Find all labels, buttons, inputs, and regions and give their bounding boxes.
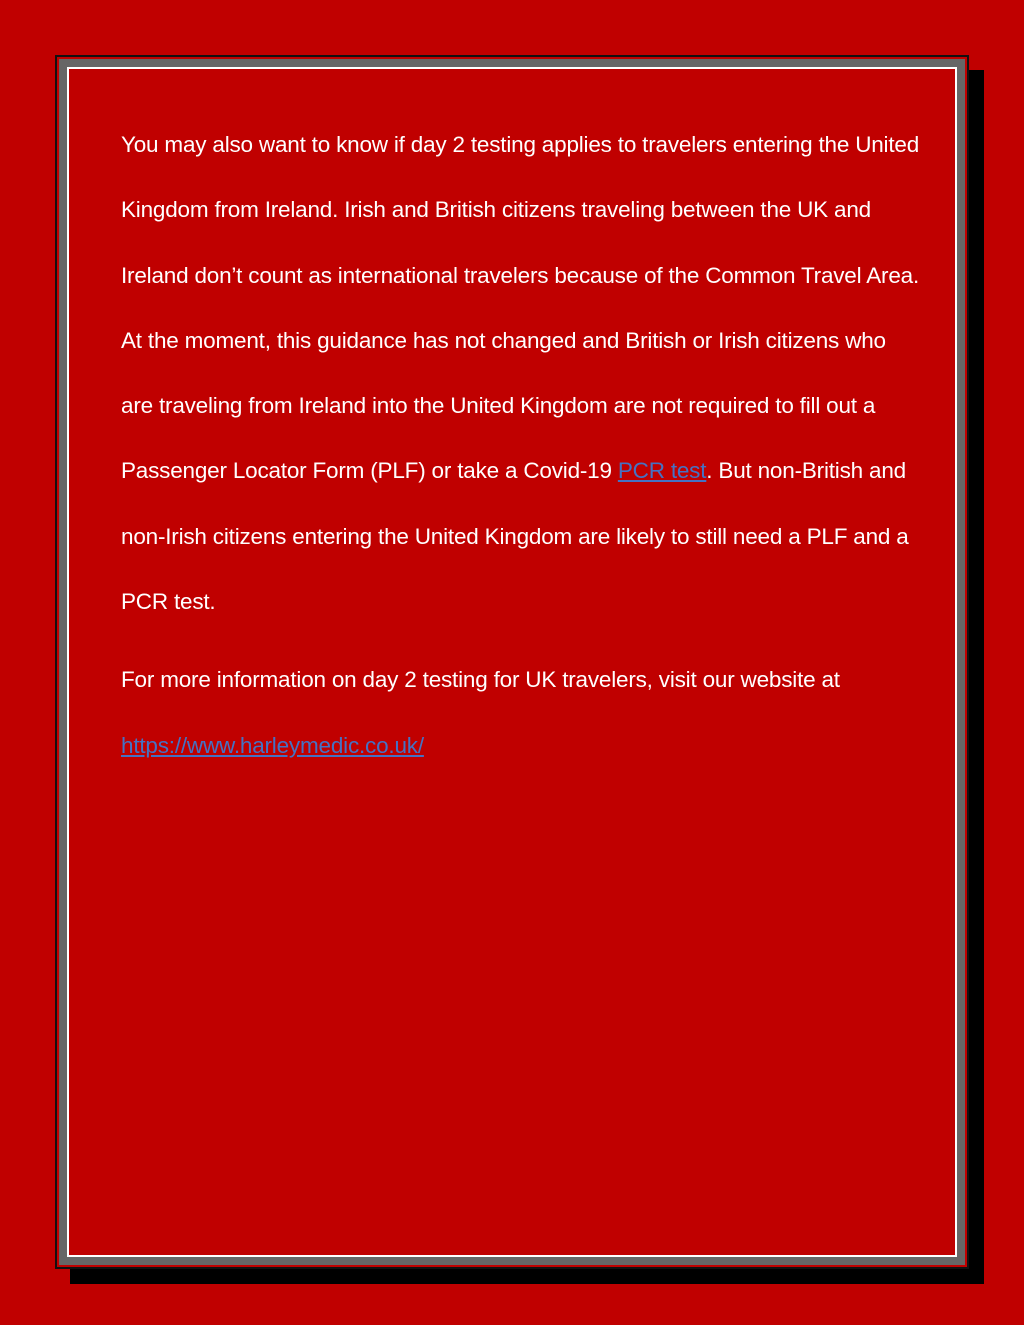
paragraph-text-intro: You may also want to know if day 2 testing applies to travelers entering the United Kingdom from Ireland. Irish and British citizens traveling between the UK and Ireland don’t count as international travelers because of the Common Travel Area. At the moment, this guidance has not changed and British or Irish citizens who are traveling from Ireland into the United Kingdom are not required to fill out a Passenger Locator Form (PLF) or take a Covid-19 — [121, 132, 920, 484]
paragraph-text-conclusion: . But non-British and non-Irish citizens entering the United Kingdom are likely to still need a PLF and a PCR test. — [121, 458, 909, 615]
document-body — [121, 112, 921, 778]
paragraph-travel-guidance — [121, 112, 921, 634]
paragraph-more-info — [121, 647, 921, 778]
pcr-test-link[interactable]: PCR test — [617, 458, 707, 484]
more-info-text: For more information on day 2 testing for UK travelers, visit our website at — [121, 667, 840, 693]
website-link[interactable]: https://www.harleymedic.co.uk/ — [121, 732, 424, 758]
